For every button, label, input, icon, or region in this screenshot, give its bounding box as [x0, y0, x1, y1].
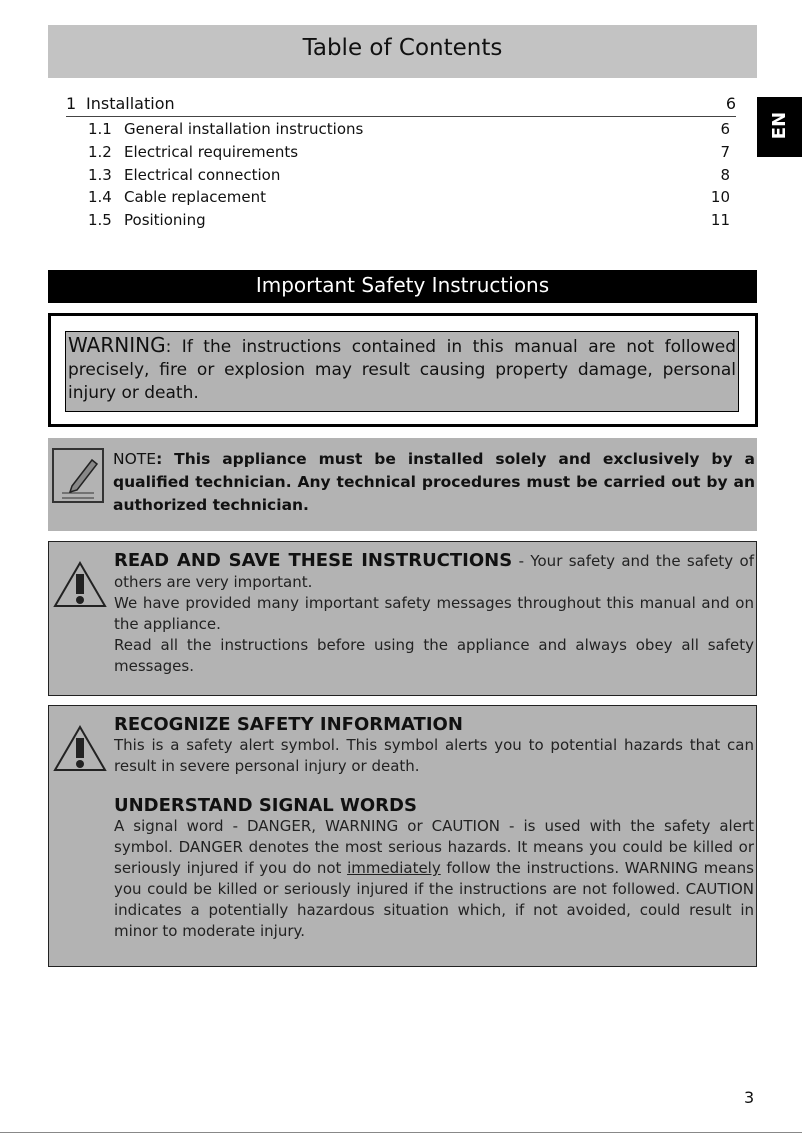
toc-chapter-number: 1	[66, 94, 77, 113]
warning-text	[65, 331, 739, 412]
note-lead: NOTE	[113, 450, 157, 468]
read-save-box	[48, 541, 757, 696]
note-body: : This appliance must be installed solely and exclusively by a qualified technician. Any technical procedures must be carried out by an authorized technician.	[113, 450, 755, 514]
signal-words-emphasis: immediately	[347, 859, 441, 877]
signal-words-text-2: follow the instructions. WARNING means you could be killed or seriously injured if the instructions are not followed. CAUTION indicates a potentially hazardous situation which, if not avoided, could result in minor to moderate injury.	[114, 859, 754, 940]
toc-item-number: 1.4	[88, 188, 112, 206]
toc-item-page: 10	[710, 188, 730, 206]
toc-item-number: 1.5	[88, 211, 112, 229]
recognize-text: This is a safety alert symbol. This symbol alerts you to potential hazards that can result in severe personal injury or death.	[114, 736, 754, 775]
page-number: 3	[744, 1088, 755, 1107]
toc-item-page: 8	[720, 166, 730, 184]
warning-triangle-icon	[53, 560, 107, 608]
warning-lead: WARNING	[68, 333, 166, 357]
read-save-text-3: Read all the instructions before using the appliance and always obey all safety messages.	[114, 636, 754, 675]
read-save-text	[114, 550, 754, 677]
warning-body: : If the instructions contained in this manual are not followed precisely, fire or explosion may result causing property damage, personal injury or death.	[68, 337, 736, 403]
toc-item[interactable]	[88, 211, 730, 229]
toc-item-label: Electrical connection	[124, 166, 281, 184]
toc-item-number: 1.2	[88, 143, 112, 161]
warning-box	[48, 313, 758, 427]
toc-item-label: General installation instructions	[124, 120, 364, 138]
toc-item-page: 7	[720, 143, 730, 161]
toc-item[interactable]	[88, 188, 730, 206]
toc-item-page: 6	[720, 120, 730, 138]
toc-item-number: 1.1	[88, 120, 112, 138]
toc-item[interactable]	[88, 120, 730, 138]
toc-item-label: Positioning	[124, 211, 206, 229]
signal-words-text	[114, 816, 754, 942]
warning-triangle-icon	[53, 724, 107, 772]
signal-words-text-1: A signal word - DANGER, WARNING or CAUTION - is used with the safety alert symbol. DANGER denotes the most serious hazards. It means you could be killed or seriously injured if you do not	[114, 817, 754, 877]
toc-item-number: 1.3	[88, 166, 112, 184]
read-save-text-2: We have provided many important safety messages throughout this manual and on the appliance.	[114, 594, 754, 633]
safety-section-title: Important Safety Instructions	[48, 270, 757, 303]
toc-chapter-page: 6	[725, 94, 736, 113]
language-tab	[757, 97, 802, 157]
toc-title: Table of Contents	[48, 25, 757, 78]
read-save-heading: READ AND SAVE THESE INSTRUCTIONS	[114, 550, 513, 571]
footer-divider	[0, 1132, 802, 1133]
toc-chapter-installation[interactable]	[66, 94, 736, 117]
toc-item[interactable]	[88, 143, 730, 161]
read-save-text-1: - Your safety and the safety of others are very important.	[114, 552, 755, 591]
toc-item-label: Electrical requirements	[124, 143, 299, 161]
toc-item-page: 11	[710, 211, 730, 229]
toc-item-label: Cable replacement	[124, 188, 267, 206]
language-tab-label: EN	[769, 111, 791, 140]
recognize-heading: RECOGNIZE SAFETY INFORMATION	[114, 714, 463, 735]
toc-chapter-label: Installation	[86, 94, 175, 113]
safety-info-text	[114, 714, 754, 942]
pencil-note-icon	[52, 448, 104, 504]
note-box	[48, 438, 757, 531]
signal-words-heading: UNDERSTAND SIGNAL WORDS	[114, 795, 417, 816]
toc-item[interactable]	[88, 166, 730, 184]
note-text	[113, 448, 755, 517]
safety-info-box	[48, 705, 757, 967]
